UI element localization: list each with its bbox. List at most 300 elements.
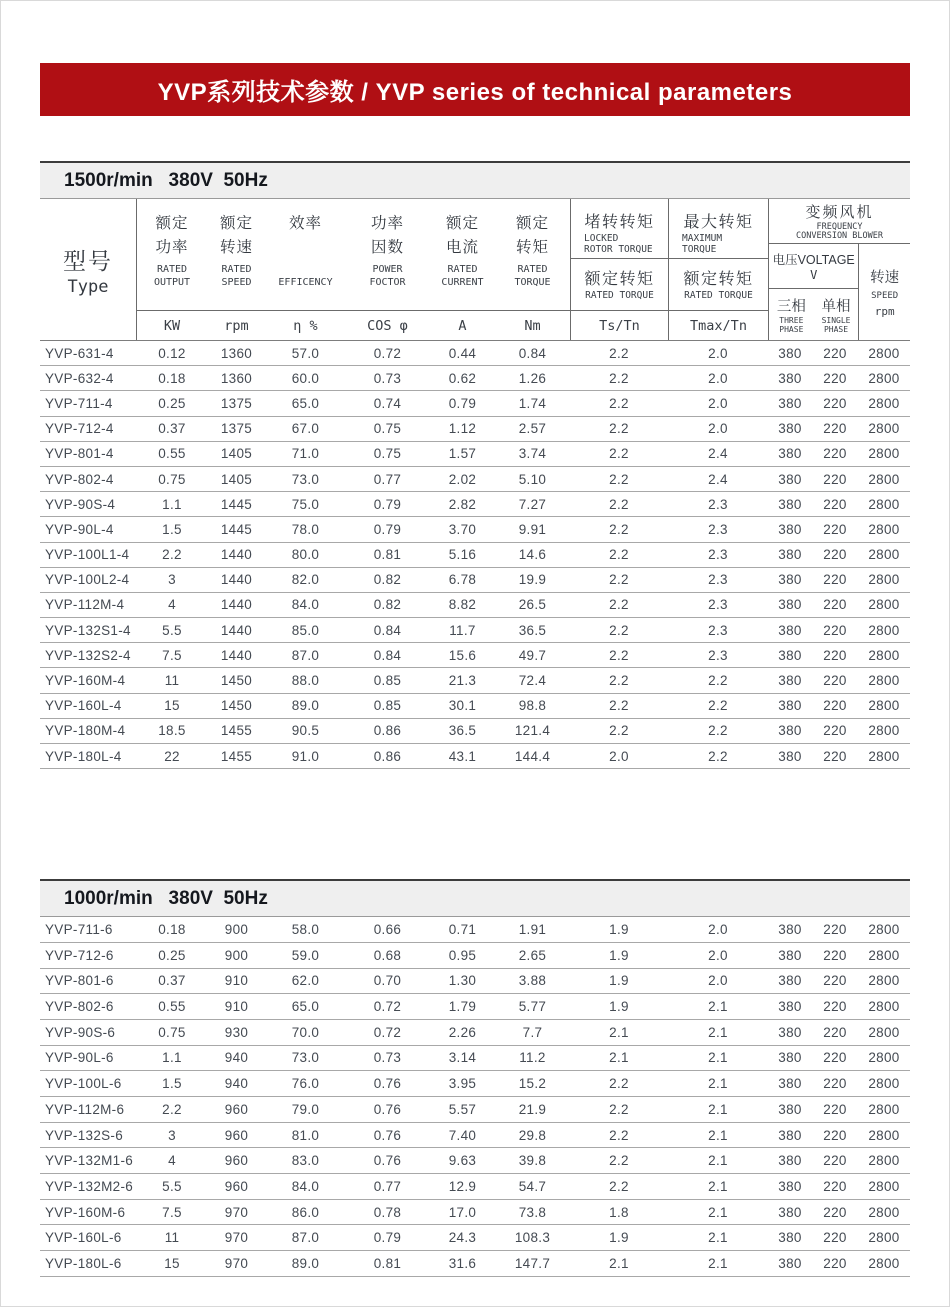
value-cell: 90.5 — [291, 723, 320, 739]
value-cell: 2.1 — [708, 999, 728, 1015]
section-band-1000 — [40, 879, 910, 917]
blower-body — [769, 244, 910, 340]
rated-torque-sub-zh: 额定转矩 — [584, 270, 655, 288]
value-cell: 1.5 — [162, 521, 182, 537]
value-cell: 43.1 — [448, 748, 477, 764]
value-cell: 2.3 — [708, 521, 728, 537]
value-cell: 108.3 — [514, 1230, 551, 1246]
value-cell: 380 — [778, 572, 802, 588]
phase-cells — [769, 289, 858, 340]
value-cell: 98.8 — [518, 698, 547, 714]
voltage-unit: V — [810, 268, 818, 282]
value-cell: 2.2 — [609, 1127, 629, 1143]
value-cell: 380 — [778, 521, 802, 537]
value-cell: 0.79 — [373, 521, 402, 537]
value-cell: 8.82 — [448, 597, 477, 613]
single-phase-zh: 单相 — [821, 299, 851, 315]
value-cell: 2.2 — [609, 471, 629, 487]
value-cell: 1445 — [220, 521, 253, 537]
value-cell: 2.2 — [609, 547, 629, 563]
value-cell: 5.5 — [162, 1178, 182, 1194]
value-cell: 1455 — [220, 723, 253, 739]
value-cell: 380 — [778, 1076, 802, 1092]
model-cell: YVP-90S-6 — [45, 1024, 116, 1040]
value-cell: 0.74 — [373, 395, 402, 411]
col-unit: η % — [266, 310, 345, 340]
value-cell: 65.0 — [291, 999, 320, 1015]
value-cell: 3.88 — [518, 973, 547, 989]
table-row — [40, 618, 910, 643]
value-cell: 220 — [823, 973, 847, 989]
value-cell: 0.73 — [373, 370, 402, 386]
value-cell: 1440 — [220, 647, 253, 663]
value-cell: 2.65 — [518, 947, 547, 963]
value-cell: 2800 — [868, 521, 900, 537]
value-cell: 7.40 — [448, 1127, 477, 1143]
value-cell: 380 — [778, 673, 802, 689]
value-cell: 60.0 — [291, 370, 320, 386]
value-cell: 380 — [778, 345, 802, 361]
value-cell: 380 — [778, 999, 802, 1015]
value-cell: 7.7 — [522, 1024, 543, 1040]
value-cell: 220 — [823, 597, 847, 613]
value-cell: 2800 — [868, 1230, 900, 1246]
value-cell: 2.2 — [609, 421, 629, 437]
value-cell: 65.0 — [291, 395, 320, 411]
voltage-cell — [769, 244, 858, 289]
value-cell: 9.91 — [518, 521, 547, 537]
value-cell: 1405 — [220, 471, 253, 487]
model-cell: YVP-801-4 — [45, 446, 114, 462]
value-cell: 0.84 — [518, 345, 547, 361]
value-cell: 0.81 — [373, 1255, 402, 1271]
value-cell: 960 — [224, 1101, 249, 1117]
value-cell: 380 — [778, 1101, 802, 1117]
table-body-1500 — [40, 341, 910, 769]
value-cell: 0.62 — [448, 370, 477, 386]
page-title: YVP系列技术参数 / YVP series of technical parameters — [157, 79, 793, 106]
value-cell: 910 — [224, 973, 249, 989]
value-cell: 380 — [778, 973, 802, 989]
value-cell: 0.75 — [158, 471, 186, 487]
model-cell: YVP-90L-6 — [45, 1050, 114, 1066]
value-cell: 2.57 — [518, 421, 547, 437]
value-cell: 2.0 — [708, 395, 728, 411]
value-cell: 0.70 — [373, 973, 402, 989]
value-cell: 2.2 — [708, 748, 728, 764]
value-cell: 3.14 — [448, 1050, 477, 1066]
value-cell: 0.85 — [373, 698, 402, 714]
table-row — [40, 517, 910, 542]
table-row — [40, 543, 910, 568]
blower-speed-unit: rpm — [874, 305, 895, 318]
value-cell: 2.2 — [609, 1101, 629, 1117]
model-cell: YVP-132M1-6 — [45, 1153, 134, 1169]
value-cell: 2800 — [868, 471, 900, 487]
table-row — [40, 391, 910, 416]
value-cell: 2.1 — [708, 1153, 728, 1169]
value-cell: 0.18 — [158, 922, 186, 938]
value-cell: 84.0 — [291, 597, 320, 613]
value-cell: 2.1 — [609, 1050, 629, 1066]
value-cell: 2.2 — [609, 395, 629, 411]
col-unit: Tmax/Tn — [669, 310, 768, 340]
value-cell: 380 — [778, 622, 802, 638]
table-row — [40, 917, 910, 943]
col-header-locked-rotor-torque — [570, 199, 668, 340]
value-cell: 0.12 — [158, 345, 186, 361]
col-header-frequency-conversion-blower — [768, 199, 910, 340]
value-cell: 940 — [224, 1050, 249, 1066]
value-cell: 0.79 — [448, 395, 477, 411]
value-cell: 67.0 — [291, 421, 320, 437]
value-cell: 0.79 — [373, 1230, 402, 1246]
value-cell: 87.0 — [291, 1230, 320, 1246]
value-cell: 380 — [778, 1024, 802, 1040]
value-cell: 0.68 — [373, 947, 402, 963]
value-cell: 0.73 — [373, 1050, 402, 1066]
maximum-torque-cell — [669, 199, 768, 259]
table-row — [40, 744, 910, 769]
col-header-rated-speed — [207, 199, 266, 340]
col-header-rated-output — [137, 199, 207, 340]
value-cell: 2.02 — [448, 471, 477, 487]
col-label-en: RATED TORQUE — [514, 264, 551, 288]
value-cell: 2800 — [868, 1127, 900, 1143]
value-cell: 0.66 — [373, 922, 402, 938]
value-cell: 2.3 — [708, 622, 728, 638]
value-cell: 220 — [823, 622, 847, 638]
value-cell: 49.7 — [518, 647, 547, 663]
table-row — [40, 1200, 910, 1226]
maximum-torque-en: MAXIMUM TORQUE — [682, 233, 723, 255]
blower-speed-en: SPEED — [871, 291, 899, 301]
value-cell: 1360 — [220, 345, 253, 361]
value-cell: 1445 — [220, 496, 253, 512]
value-cell: 0.76 — [373, 1076, 402, 1092]
table-row — [40, 1148, 910, 1174]
value-cell: 83.0 — [291, 1153, 320, 1169]
model-cell: YVP-180L-6 — [45, 1255, 122, 1271]
model-cell: YVP-132M2-6 — [45, 1178, 134, 1194]
value-cell: 5.5 — [162, 622, 182, 638]
value-cell: 1440 — [220, 597, 253, 613]
value-cell: 2800 — [868, 421, 900, 437]
type-label-zh: 型号 — [63, 247, 113, 274]
value-cell: 2.2 — [609, 647, 629, 663]
value-cell: 5.77 — [518, 999, 547, 1015]
value-cell: 940 — [224, 1076, 249, 1092]
value-cell: 2.1 — [708, 1255, 728, 1271]
value-cell: 2.3 — [708, 597, 728, 613]
value-cell: 220 — [823, 723, 847, 739]
col-unit: rpm — [207, 310, 266, 340]
col-header-rated-torque — [495, 199, 570, 340]
value-cell: 73.0 — [291, 1050, 320, 1066]
value-cell: 380 — [778, 1204, 802, 1220]
table-body-1000 — [40, 917, 910, 1277]
value-cell: 380 — [778, 947, 802, 963]
value-cell: 2.2 — [708, 723, 728, 739]
three-phase-en1: THREE — [779, 316, 804, 325]
value-cell: 380 — [778, 597, 802, 613]
value-cell: 39.8 — [518, 1153, 547, 1169]
model-cell: YVP-711-6 — [45, 922, 113, 938]
value-cell: 121.4 — [514, 723, 551, 739]
value-cell: 91.0 — [291, 748, 320, 764]
value-cell: 220 — [823, 647, 847, 663]
model-cell: YVP-160L-6 — [45, 1230, 122, 1246]
value-cell: 2800 — [868, 1024, 900, 1040]
value-cell: 380 — [778, 1230, 802, 1246]
value-cell: 220 — [823, 1101, 847, 1117]
value-cell: 2.2 — [609, 521, 629, 537]
table-row — [40, 492, 910, 517]
value-cell: 1450 — [220, 673, 253, 689]
value-cell: 1.12 — [448, 421, 477, 437]
col-label-en: RATED CURRENT — [441, 264, 484, 288]
value-cell: 1440 — [220, 547, 253, 563]
value-cell: 380 — [778, 748, 802, 764]
value-cell: 2.1 — [708, 1050, 728, 1066]
value-cell: 2800 — [868, 748, 900, 764]
value-cell: 2.1 — [609, 1024, 629, 1040]
value-cell: 0.82 — [373, 572, 402, 588]
value-cell: 2.0 — [708, 947, 728, 963]
value-cell: 1.9 — [609, 947, 629, 963]
blower-speed-cell — [858, 244, 910, 340]
model-cell: YVP-90L-4 — [45, 521, 114, 537]
blower-speed-zh: 转速 — [870, 270, 900, 286]
value-cell: 1.9 — [609, 1230, 629, 1246]
value-cell: 3.95 — [448, 1076, 477, 1092]
voltage-group — [769, 244, 858, 340]
value-cell: 22 — [164, 748, 180, 764]
value-cell: 71.0 — [291, 446, 320, 462]
value-cell: 2.1 — [708, 1127, 728, 1143]
value-cell: 2800 — [868, 1050, 900, 1066]
value-cell: 0.75 — [158, 1024, 186, 1040]
value-cell: 81.0 — [291, 1127, 320, 1143]
value-cell: 380 — [778, 496, 802, 512]
model-cell: YVP-132S1-4 — [45, 622, 131, 638]
model-cell: YVP-100L1-4 — [45, 547, 130, 563]
value-cell: 2800 — [868, 673, 900, 689]
value-cell: 2.1 — [708, 1101, 728, 1117]
value-cell: 5.10 — [518, 471, 547, 487]
single-phase-cell — [814, 289, 859, 340]
value-cell: 2.2 — [609, 723, 629, 739]
model-cell: YVP-632-4 — [45, 370, 114, 386]
value-cell: 2.1 — [708, 1230, 728, 1246]
col-unit: Ts/Tn — [571, 310, 668, 340]
value-cell: 2800 — [868, 597, 900, 613]
voltage-label: 电压VOLTAGE — [772, 253, 855, 267]
rated-torque-sub-en: RATED TORQUE — [684, 289, 753, 301]
table-row — [40, 568, 910, 593]
value-cell: 11 — [164, 1230, 180, 1246]
value-cell: 2.2 — [609, 1153, 629, 1169]
value-cell: 0.71 — [448, 922, 477, 938]
value-cell: 0.77 — [373, 471, 402, 487]
value-cell: 7.5 — [162, 647, 182, 663]
value-cell: 220 — [823, 673, 847, 689]
value-cell: 380 — [778, 547, 802, 563]
model-cell: YVP-631-4 — [45, 345, 114, 361]
value-cell: 4 — [168, 597, 176, 613]
table-row — [40, 417, 910, 442]
model-cell: YVP-90S-4 — [45, 496, 116, 512]
value-cell: 2800 — [868, 1255, 900, 1271]
value-cell: 1405 — [220, 446, 253, 462]
table-header — [40, 199, 910, 341]
value-cell: 220 — [823, 922, 847, 938]
value-cell: 380 — [778, 1153, 802, 1169]
col-label-zh: 额定 电流 — [445, 215, 479, 256]
value-cell: 2.4 — [708, 446, 728, 462]
value-cell: 900 — [224, 947, 249, 963]
value-cell: 0.86 — [373, 748, 402, 764]
value-cell: 1.8 — [609, 1204, 629, 1220]
value-cell: 2.2 — [162, 547, 182, 563]
value-cell: 2800 — [868, 1178, 900, 1194]
value-cell: 72.4 — [518, 673, 547, 689]
value-cell: 380 — [778, 370, 802, 386]
table-row — [40, 1097, 910, 1123]
value-cell: 1.30 — [448, 973, 477, 989]
value-cell: 36.5 — [518, 622, 547, 638]
table-row — [40, 1020, 910, 1046]
value-cell: 380 — [778, 922, 802, 938]
col-unit: KW — [137, 310, 207, 340]
value-cell: 2800 — [868, 698, 900, 714]
col-header-rated-current — [430, 199, 495, 340]
value-cell: 220 — [823, 572, 847, 588]
value-cell: 0.76 — [373, 1127, 402, 1143]
table-row — [40, 1071, 910, 1097]
table-row — [40, 593, 910, 618]
value-cell: 0.72 — [373, 1024, 402, 1040]
table-row — [40, 1251, 910, 1277]
value-cell: 2.26 — [448, 1024, 477, 1040]
value-cell: 2.3 — [708, 572, 728, 588]
value-cell: 2800 — [868, 370, 900, 386]
col-unit: Nm — [495, 310, 570, 340]
value-cell: 2.2 — [609, 597, 629, 613]
value-cell: 9.63 — [448, 1153, 477, 1169]
value-cell: 0.37 — [158, 973, 186, 989]
value-cell: 220 — [823, 547, 847, 563]
value-cell: 220 — [823, 698, 847, 714]
value-cell: 220 — [823, 1204, 847, 1220]
value-cell: 75.0 — [291, 496, 320, 512]
value-cell: 76.0 — [291, 1076, 320, 1092]
value-cell: 2.0 — [708, 370, 728, 386]
value-cell: 0.81 — [373, 547, 402, 563]
value-cell: 2.0 — [708, 421, 728, 437]
rated-torque-sub-cell — [669, 259, 768, 311]
value-cell: 80.0 — [291, 547, 320, 563]
col-header-maximum-torque — [668, 199, 768, 340]
value-cell: 220 — [823, 521, 847, 537]
value-cell: 30.1 — [448, 698, 477, 714]
rated-torque-sub-zh: 额定转矩 — [683, 270, 754, 288]
value-cell: 88.0 — [291, 673, 320, 689]
blower-en: FREQUENCY CONVERSION BLOWER — [796, 221, 883, 241]
value-cell: 73.0 — [291, 471, 320, 487]
value-cell: 2.2 — [609, 345, 629, 361]
model-cell: YVP-712-4 — [45, 421, 114, 437]
col-header-power-factor — [345, 199, 430, 340]
value-cell: 220 — [823, 1230, 847, 1246]
model-cell: YVP-180M-4 — [45, 723, 126, 739]
value-cell: 1.9 — [609, 922, 629, 938]
value-cell: 220 — [823, 446, 847, 462]
model-cell: YVP-112M-6 — [45, 1101, 125, 1117]
value-cell: 2.2 — [609, 1076, 629, 1092]
blower-title-cell — [769, 199, 910, 244]
value-cell: 0.84 — [373, 622, 402, 638]
value-cell: 89.0 — [291, 698, 320, 714]
value-cell: 11.2 — [519, 1050, 546, 1066]
col-header-efficiency — [266, 199, 345, 340]
value-cell: 1375 — [220, 395, 253, 411]
value-cell: 2800 — [868, 647, 900, 663]
table-row — [40, 1123, 910, 1149]
model-cell: YVP-132S-6 — [45, 1127, 124, 1143]
value-cell: 12.9 — [448, 1178, 477, 1194]
model-cell: YVP-802-4 — [45, 471, 114, 487]
value-cell: 220 — [823, 1024, 847, 1040]
value-cell: 960 — [224, 1127, 249, 1143]
locked-rotor-en: LOCKED ROTOR TORQUE — [584, 233, 653, 255]
table-row — [40, 1046, 910, 1072]
value-cell: 220 — [823, 748, 847, 764]
value-cell: 0.44 — [448, 345, 477, 361]
value-cell: 2.2 — [708, 698, 728, 714]
value-cell: 2.1 — [708, 1076, 728, 1092]
value-cell: 220 — [823, 395, 847, 411]
value-cell: 220 — [823, 1076, 847, 1092]
value-cell: 380 — [778, 421, 802, 437]
value-cell: 1.74 — [518, 395, 547, 411]
value-cell: 7.5 — [162, 1204, 182, 1220]
value-cell: 89.0 — [291, 1255, 320, 1271]
value-cell: 2.0 — [609, 748, 629, 764]
value-cell: 0.55 — [158, 446, 186, 462]
value-cell: 87.0 — [291, 647, 320, 663]
single-phase-en1: SINGLE — [821, 316, 851, 325]
col-label-zh: 额定 转矩 — [515, 215, 549, 256]
value-cell: 0.18 — [158, 370, 186, 386]
value-cell: 1.57 — [448, 446, 477, 462]
section-band-label: 1000r/min 380V 50Hz — [64, 887, 268, 909]
value-cell: 86.0 — [291, 1204, 320, 1220]
table-row — [40, 994, 910, 1020]
value-cell: 0.78 — [373, 1204, 402, 1220]
value-cell: 24.3 — [448, 1230, 477, 1246]
table-row — [40, 969, 910, 995]
value-cell: 85.0 — [291, 622, 320, 638]
model-cell: YVP-160M-6 — [45, 1204, 126, 1220]
value-cell: 380 — [778, 698, 802, 714]
model-cell: YVP-712-6 — [45, 947, 114, 963]
value-cell: 2800 — [868, 1101, 900, 1117]
value-cell: 0.76 — [373, 1153, 402, 1169]
value-cell: 220 — [823, 947, 847, 963]
col-unit: A — [430, 310, 495, 340]
value-cell: 380 — [778, 1178, 802, 1194]
